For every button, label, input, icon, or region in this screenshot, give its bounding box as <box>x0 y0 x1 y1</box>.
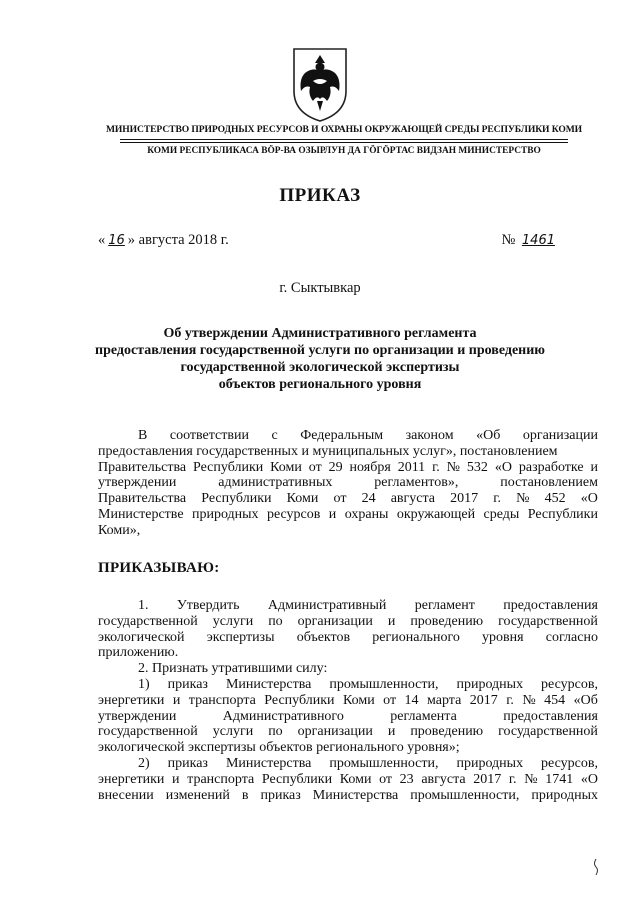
word: 2) <box>138 755 150 771</box>
word: Республики <box>261 771 333 787</box>
word: Коми <box>339 771 372 787</box>
word: № <box>446 459 461 475</box>
word: энергетики <box>98 771 165 787</box>
word: приказ <box>260 787 301 803</box>
word: 454 <box>544 692 566 708</box>
word: «О <box>580 491 598 507</box>
word: среды <box>483 506 520 522</box>
word: объектов <box>296 629 351 645</box>
word: 2. Признать утратившими силу: <box>138 661 328 677</box>
word: регламентов», <box>374 475 459 491</box>
word: окружающей <box>396 506 476 522</box>
text-line <box>98 645 598 661</box>
word: государственной <box>498 613 598 629</box>
word: № <box>524 771 538 787</box>
word: г. <box>493 491 501 507</box>
word: природных <box>531 787 598 803</box>
word: Министерстве <box>98 506 184 522</box>
word: и <box>328 506 337 522</box>
text-line <box>98 772 598 788</box>
date-open-quote: « <box>98 232 106 248</box>
word: административных <box>218 475 333 491</box>
word: энергетики <box>98 692 165 708</box>
document-city: г. Сыктывкар <box>279 280 361 296</box>
word: приказ <box>167 676 208 692</box>
word: экологической экспертизы объектов регионального уровня»; <box>98 740 460 756</box>
word: 452 <box>544 491 566 507</box>
word: организации <box>297 613 373 629</box>
word: марта <box>427 692 462 708</box>
word: от <box>383 692 397 708</box>
word: природных <box>191 506 259 522</box>
header-rule-thin <box>120 142 568 143</box>
word: Министерства <box>312 787 399 803</box>
subject-line: объектов регионального уровня <box>218 377 422 392</box>
word: промышленности, <box>329 676 439 692</box>
word: услуги <box>212 724 254 740</box>
text-line <box>98 444 598 460</box>
word: по <box>268 724 283 740</box>
document-date <box>98 232 229 249</box>
word: 2017 <box>469 692 498 708</box>
word: Республики <box>527 506 598 522</box>
word: ноября <box>349 459 391 475</box>
word: ресурсов, <box>541 676 598 692</box>
word: г. <box>508 771 517 787</box>
word: «Об <box>476 428 501 443</box>
word: организации <box>522 428 598 443</box>
word: Республики <box>201 491 272 507</box>
word: 1741 <box>545 771 574 787</box>
word: природных <box>456 755 524 771</box>
word: 29 <box>328 459 343 475</box>
number-prefix: № <box>501 232 516 248</box>
word: Федеральным <box>300 428 384 443</box>
order-body <box>98 598 598 803</box>
word: и <box>172 771 180 787</box>
word: Министерства <box>225 676 312 692</box>
word: от <box>333 491 347 507</box>
word: 14 <box>404 692 419 708</box>
word: Правительства <box>98 491 187 507</box>
text-line <box>98 661 598 677</box>
number-handwritten: 1461 <box>521 233 555 248</box>
word: утверждении <box>98 708 177 724</box>
word: ресурсов <box>266 506 321 522</box>
word: промышленности, <box>329 755 439 771</box>
word: Республики <box>264 692 335 708</box>
word: внесении <box>98 787 154 803</box>
word: и <box>387 613 396 629</box>
word: государственной <box>98 724 198 740</box>
word: «Об <box>573 692 598 708</box>
word: услуги <box>212 613 254 629</box>
word: Правительства <box>98 459 187 475</box>
word: регламента <box>390 708 457 724</box>
text-line <box>98 677 598 693</box>
word: Административного <box>222 708 344 724</box>
ministry-name-russian: МИНИСТЕРСТВО ПРИРОДНЫХ РЕСУРСОВ И ОХРАНЫ ОКРУЖАЮЩЕЙ СРЕДЫ РЕСПУБЛИКИ КОМИ <box>105 124 583 135</box>
text-line <box>98 475 598 491</box>
text-line <box>98 491 598 507</box>
word: 24 <box>361 491 376 507</box>
word: Коми», <box>98 522 141 538</box>
word: от <box>308 459 322 475</box>
word: транспорта <box>187 771 255 787</box>
text-line <box>98 709 598 725</box>
document-title: ПРИКАЗ <box>279 185 361 206</box>
word: Коми <box>342 692 375 708</box>
word: Административный <box>267 598 387 613</box>
word: соответствии <box>169 428 249 443</box>
word: приложению. <box>98 645 179 661</box>
subject-line: предоставления государственной услуги по организации и проведению <box>95 343 545 358</box>
date-month-year: » августа 2018 г. <box>127 232 229 248</box>
text-line <box>98 614 598 630</box>
word: Республики <box>193 459 264 475</box>
ministry-name-komi: КОМИ РЕСПУБЛИКАСА ВÖР-ВА ОЗЫРЛУН ДА ГÖГÖРТАС ВИДЗАН МИНИСТЕРСТВО <box>147 146 541 156</box>
command-heading: ПРИКАЗЫВАЮ: <box>98 560 220 576</box>
word: государственной <box>498 724 598 740</box>
word: 2011 <box>397 459 426 475</box>
word: и <box>172 692 181 708</box>
word: государственной <box>98 613 198 629</box>
preamble-paragraph <box>98 428 598 539</box>
word: охраны <box>344 506 389 522</box>
word: в <box>241 787 249 803</box>
text-line <box>98 598 598 614</box>
word: регламент <box>414 598 475 613</box>
word: от <box>379 771 393 787</box>
word: 2017 <box>473 771 502 787</box>
coat-of-arms-icon <box>291 47 349 123</box>
word: проведению <box>410 613 484 629</box>
word: утверждении <box>98 475 177 491</box>
signature-mark-icon <box>592 858 600 876</box>
word: согласно <box>545 629 598 645</box>
word: промышленности, <box>410 787 520 803</box>
word: изменений <box>165 787 230 803</box>
word: августа <box>390 491 436 507</box>
word: ресурсов, <box>541 755 598 771</box>
word: приказ <box>167 755 208 771</box>
text-line <box>98 693 598 709</box>
word: Коми <box>270 459 302 475</box>
word: с <box>271 428 278 443</box>
word: экологической <box>98 629 185 645</box>
word: организации <box>297 724 373 740</box>
text-line <box>98 724 598 740</box>
text-line <box>98 788 598 804</box>
word: № <box>522 692 536 708</box>
date-day-handwritten: 16 <box>108 233 125 248</box>
word: г. <box>432 459 440 475</box>
word: природных <box>456 676 524 692</box>
word: и <box>387 724 396 740</box>
text-line <box>98 460 598 476</box>
word: экспертизы <box>206 629 275 645</box>
text-line <box>98 740 598 756</box>
word: проведению <box>410 724 484 740</box>
subject-line: государственной экологической экспертизы <box>180 360 460 375</box>
word: Коми <box>286 491 319 507</box>
word: предоставления <box>503 708 598 724</box>
text-line <box>98 507 598 523</box>
document-number <box>501 232 558 249</box>
word: законом <box>405 428 454 443</box>
word: постановлением <box>500 475 598 491</box>
text-line <box>98 428 598 444</box>
document-subject <box>80 325 560 393</box>
word: 1. <box>138 598 149 613</box>
word: 2017 <box>450 491 479 507</box>
word: разработке <box>518 459 584 475</box>
word: г. <box>506 692 514 708</box>
word: Утвердить <box>176 598 240 613</box>
word: транспорта <box>188 692 256 708</box>
word: предоставления государственных и муниципальных услуг», постановлением <box>98 443 558 459</box>
word: предоставления <box>503 598 598 613</box>
word: августа <box>421 771 466 787</box>
word: «О <box>494 459 512 475</box>
text-line <box>98 756 598 772</box>
word: по <box>268 613 283 629</box>
word: Министерства <box>225 755 312 771</box>
text-line <box>98 630 598 646</box>
word: «О <box>580 771 598 787</box>
word: 532 <box>466 459 488 475</box>
word: 1) <box>138 676 150 692</box>
word: регионального <box>372 629 460 645</box>
word: уровня <box>482 629 524 645</box>
word: 23 <box>399 771 414 787</box>
word: В <box>138 428 148 443</box>
word: и <box>590 459 598 475</box>
subject-line: Об утверждении Административного регламента <box>163 326 477 341</box>
word: № <box>516 491 530 507</box>
header-rule-thick <box>120 139 568 140</box>
text-line <box>98 523 598 539</box>
